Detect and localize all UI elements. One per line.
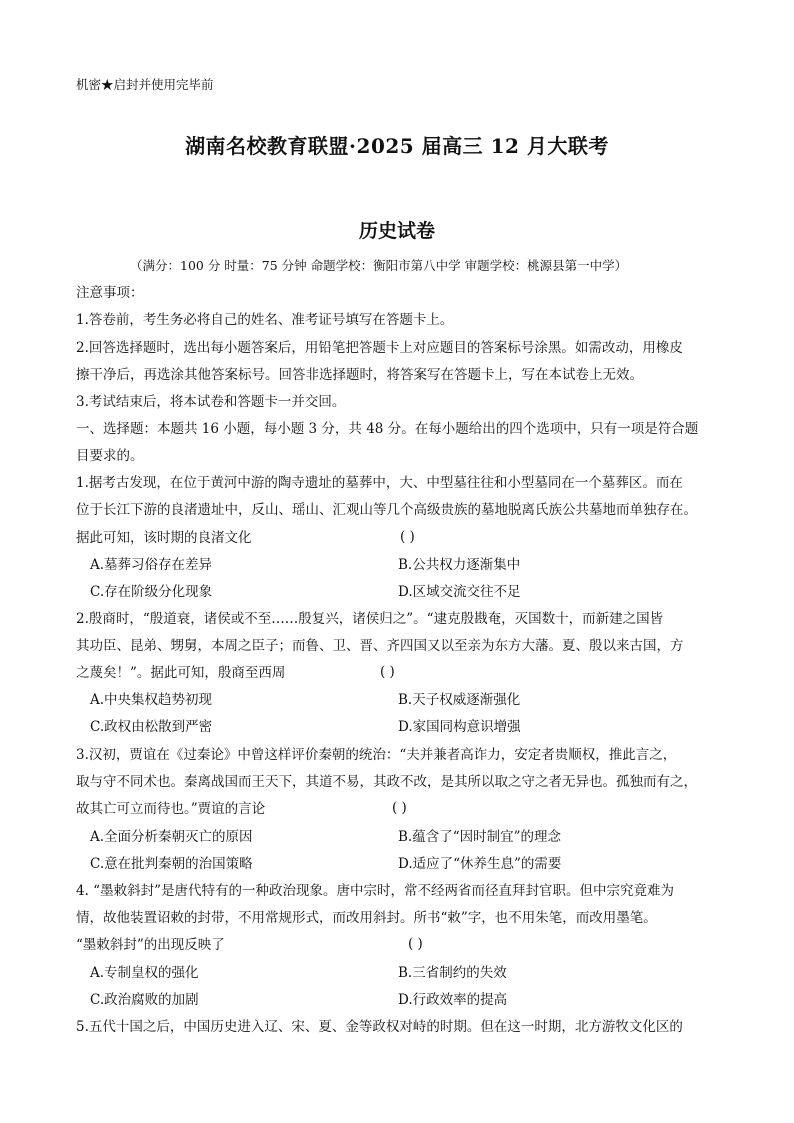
q5-stem-line-1: 5.五代十国之后，中国历史进入辽、宋、夏、金等政权对峙的时期。但在这一时期，北方游牧文化区的	[76, 1019, 683, 1035]
q3-stem-line-3: 故其亡可立而待也。”贾谊的言论	[76, 801, 266, 817]
q3-option-c: C.意在批判秦朝的治国策略	[90, 856, 253, 872]
q3-stem-line-2: 取与守不同术也。秦离战国而王天下，其道不易，其政不改，是其所以取之守之者无异也。孤独而有之，	[76, 774, 697, 790]
q2-stem-line-3: 之蔑矣！”。据此可知，殷商至西周	[76, 665, 286, 681]
q2-stem-line-2: 其功臣、昆弟、甥舅，本周之臣子；而鲁、卫、晋、齐四国又以至亲为东方大藩。夏、殷以来古国，方	[76, 638, 684, 654]
notice-item-1: 1.答卷前，考生务必将自己的姓名、准考证号填写在答题卡上。	[76, 312, 454, 328]
q4-option-a: A.专制皇权的强化	[90, 965, 199, 981]
q1-option-c: C.存在阶级分化现象	[90, 584, 213, 600]
notice-item-3: 3.考试结束后，将本试卷和答题卡一并交回。	[76, 394, 346, 410]
q4-stem-line-3: “墨敕斜封”的出现反映了	[76, 937, 225, 953]
q2-option-d: D.家国同构意识增强	[398, 719, 521, 735]
notice-item-2-line-2: 擦干净后，再选涂其他答案标号。回答非选择题时，将答案写在答题卡上，写在本试卷上无效。	[76, 367, 643, 383]
section-1-line-1: 一、选择题：本题共 16 小题，每小题 3 分，共 48 分。在每小题给出的四个选项中，只有一项是符合题	[76, 421, 699, 437]
q2-stem-line-1: 2.殷商时，“殷道衰，诸侯或不至……殷复兴，诸侯归之”。“逮克殷戡奄，灭国数十，而新建之国皆	[76, 611, 664, 627]
q3-option-b: B.蕴含了“因时制宜”的理念	[398, 829, 562, 845]
q1-stem-line-1: 1.据考古发现，在位于黄河中游的陶寺遗址的墓葬中，大、中型墓往往和小型墓同在一个墓葬区。而在	[76, 475, 683, 491]
q4-stem-line-2: 情，故他装置诏敕的封带，不用常规形式，而改用斜封。所书“敕”字，也不用朱笔，而改用墨笔。	[76, 910, 657, 926]
q3-answer-bracket: ( )	[392, 800, 407, 816]
q2-option-c: C.政权由松散到严密	[90, 719, 213, 735]
q2-answer-bracket: ( )	[380, 664, 395, 680]
q1-answer-bracket: ( )	[400, 529, 415, 545]
exam-info: （满分：100 分 时量：75 分钟 命题学校：衡阳市第八中学 审题学校：桃源县第一中学）	[130, 258, 628, 273]
subject-title: 历史试卷	[358, 220, 435, 242]
confidential-notice: 机密★启封并使用完毕前	[76, 77, 214, 92]
notice-heading: 注意事项：	[76, 285, 144, 301]
q1-stem-line-2: 位于长江下游的良渚遗址中，反山、瑶山、汇观山等几个高级贵族的墓地脱离氏族公共墓地而单独存在。	[76, 502, 697, 518]
q3-option-d: D.适应了“休养生息”的需要	[398, 856, 562, 872]
q4-answer-bracket: ( )	[408, 936, 423, 952]
q3-option-a: A.全面分析秦朝灭亡的原因	[90, 829, 253, 845]
q1-option-a: A.墓葬习俗存在差异	[90, 557, 213, 573]
q4-option-d: D.行政效率的提高	[398, 992, 508, 1008]
q3-stem-line-1: 3.汉初，贾谊在《过秦论》中曾这样评价秦朝的统治：“夫并兼者高诈力，安定者贵顺权，推此言之，	[76, 747, 677, 763]
q2-option-b: B.天子权威逐渐强化	[398, 692, 521, 708]
section-1-line-2: 目要求的。	[76, 448, 144, 464]
notice-item-2-line-1: 2.回答选择题时，选出每小题答案后，用铅笔把答题卡上对应题目的答案标号涂黑。如需改动，用橡皮	[76, 340, 683, 356]
q1-stem-line-3: 据此可知，该时期的良渚文化	[76, 530, 252, 546]
exam-title: 湖南名校教育联盟·2025 届高三 12 月大联考	[185, 134, 609, 158]
q2-option-a: A.中央集权趋势初现	[90, 692, 213, 708]
q1-option-d: D.区域交流交往不足	[398, 584, 521, 600]
q4-option-b: B.三省制约的失效	[398, 965, 507, 981]
q1-option-b: B.公共权力逐渐集中	[398, 557, 521, 573]
q4-stem-line-1: 4. “墨敕斜封”是唐代特有的一种政治现象。唐中宗时，常不经两省而径直拜封官职。但中宗究竟难为	[76, 883, 674, 899]
q4-option-c: C.政治腐败的加剧	[90, 992, 199, 1008]
